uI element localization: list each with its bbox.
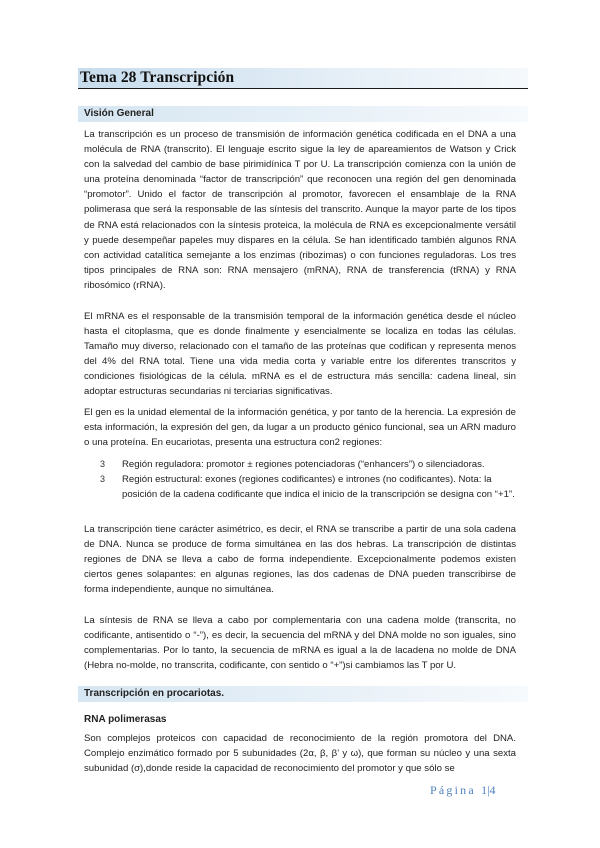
section-heading-prokaryotes: Transcripción en procariotas. (84, 688, 225, 699)
footer-total-pages: 4 (489, 783, 496, 797)
section-heading-overview: Visión General (84, 108, 154, 119)
subheading-rna-polymerases: RNA polimerasas (84, 714, 167, 725)
paragraph-text: El gen es la unidad elemental de la información genética, y por tanto de la herencia. La expresión de esta información, la expresión del gen, da lugar a un producto génico funcional, sea un ARN maduro o una proteína. En eucariotas, presenta una estructura con2 regiones: (84, 407, 516, 449)
paragraph (84, 613, 516, 673)
list-item-text: Región estructural: exones (regiones codificantes) e intrones (no codificantes). Nota: la posición de la cadena codificante que indica el inicio de la transcripción se designa con “+1”. (122, 474, 515, 501)
paragraph-text: Son complejos proteicos con capacidad de reconocimiento de la región promotora del DNA. Complejo enzimático formado por 5 subunidades (2α, β, β’ y ω), que forman su núcleo y una sexta subunidad (σ),donde reside la capacidad de reconocimiento del promotor y que sólo se (84, 733, 516, 775)
bullet-icon: 3 (100, 459, 106, 469)
footer-page-number: 1 (481, 783, 488, 797)
paragraph (84, 309, 516, 400)
paragraph-text: La transcripción tiene carácter asimétrico, es decir, el RNA se transcribe a partir de una sola cadena de DNA. Nunca se produce de forma simultánea en las dos hebras. La transcripción de distintas regiones de DNA se lleva a cabo de forma independiente. Excepcionalmente podemos existen ciertos genes solapantes: en algunas regiones, las dos cadenas de DNA pueden transcribirse de forma independiente, aunque no simultánea. (84, 524, 516, 596)
paragraph-text: La síntesis de RNA se lleva a cabo por complementaria con una cadena molde (transcrita, no codificante, antisentido o “-”), es decir, la secuencia del mRNA y del DNA molde no son iguales, sino complementarias. Por lo tanto, la secuencia de mRNA es igual a la de lacadena no molde de DNA (Hebra no-molde, no transcrita, codificante, con sentido o “+”)si cambiamos las T por U. (84, 615, 516, 672)
page-footer (430, 783, 495, 798)
list-item (100, 457, 516, 472)
paragraph (84, 731, 516, 776)
bullet-list (100, 457, 516, 502)
paragraph (84, 127, 516, 293)
paragraph-text: La transcripción es un proceso de transmisión de información genética codificada en el DNA a una molécula de RNA (transcrito). El lenguaje escrito sigue la ley de apareamientos de Watson y Crick con la salvedad del cambio de base pirimidínica T por U. La transcripción comienza con la unión de una proteína denominada “factor de transcripción” que reconocen una región del gen denominada “promotor”. Unido el factor de transcripción al promotor, favorecen el ensamblaje de la RNA polimerasa que será la responsable de las síntesis del transcrito. Aunque la mayor parte de los tipos de RNA está relacionados con la síntesis proteica, la molécula de RNA es excepcionalmente versátil y puede desempeñar papeles muy dispares en la célula. Se han identificado también algunos RNA con actividad catalítica semejante a los enzimas (ribozimas) o con funciones reguladoras. Los tres tipos principales de RNA son: RNA mensajero (mRNA), RNA de transferencia (tRNA) y RNA ribosómico (rRNA). (84, 129, 516, 291)
page-title: Tema 28 Transcripción (80, 69, 235, 86)
list-item (100, 472, 516, 502)
footer-separator: | (487, 783, 490, 797)
paragraph (84, 522, 516, 597)
paragraph (84, 405, 516, 450)
footer-label: Página (430, 783, 476, 797)
paragraph-text: El mRNA es el responsable de la transmisión temporal de la información genética desde el núcleo hasta el citoplasma, que es donde finalmente y esencialmente se localiza en todas las células. Tamaño muy diverso, relacionado con el tamaño de las proteínas que codifican y representa menos del 4% del RNA total. Tiene una vida media corta y variable entre los diferentes transcritos y condiciones fisiológicas de la célula. mRNA es el de estructura más sencilla: cadena lineal, sin adoptar estructuras secundarias ni terciarias significativas. (84, 311, 516, 398)
list-item-text: Región reguladora: promotor ± regiones potenciadoras (“enhancers”) o silenciadoras. (122, 459, 485, 470)
bullet-icon: 3 (100, 474, 106, 485)
